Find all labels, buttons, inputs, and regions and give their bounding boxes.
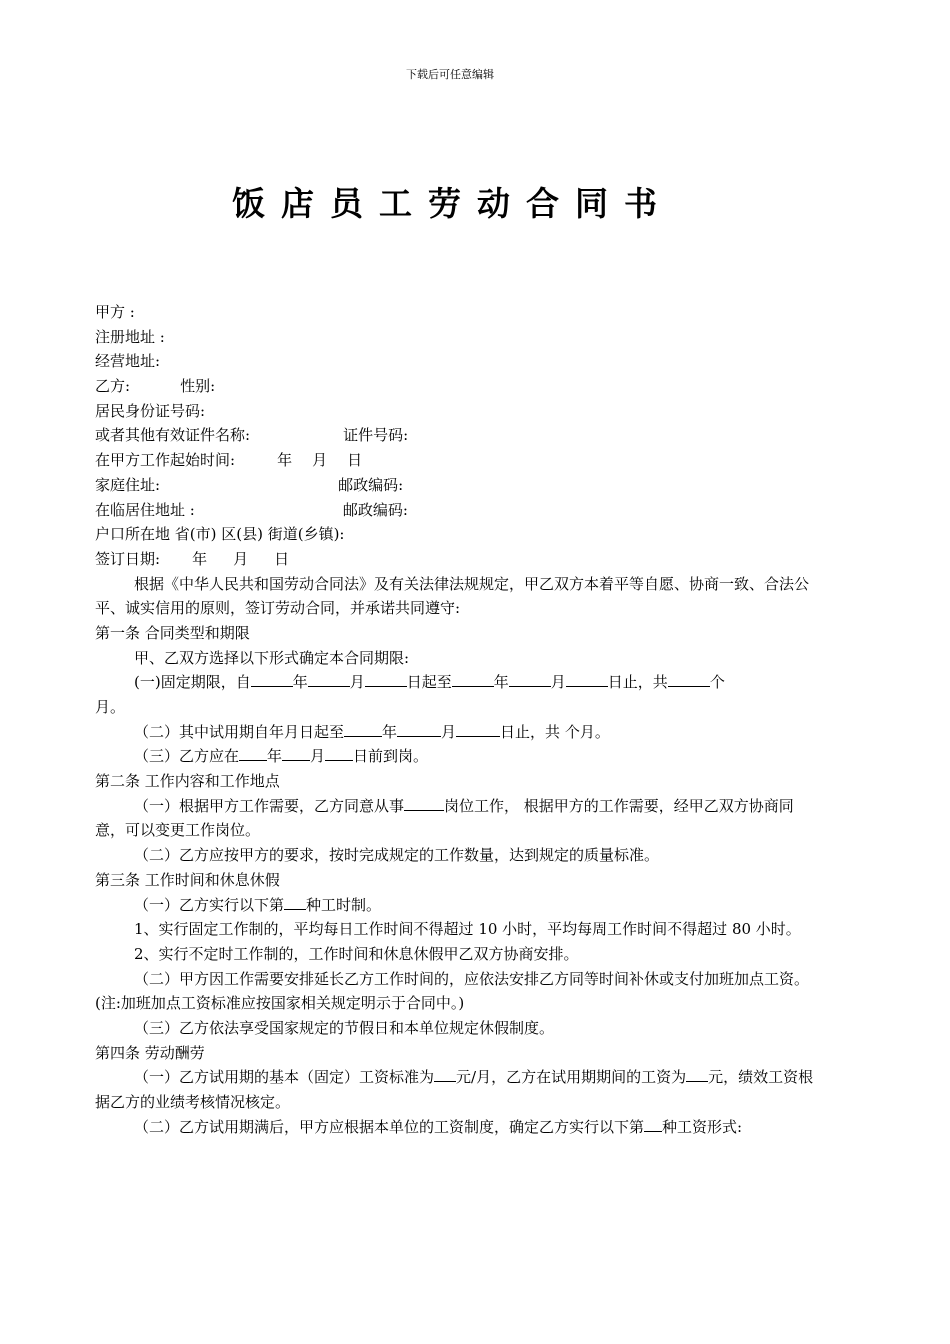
article3-p4: （二）甲方因工作需要安排延长乙方工作时间的，应依法安排乙方同等时间补休或支付加班加点工资。 (注:加班加点工资标准应按国家相关规定明示于合同中。) (95, 969, 810, 1013)
blank[interactable] (456, 721, 500, 737)
article1-fixed-term: (一)固定期限，自 年 月 日起至 年 月 日止，共 个 (134, 673, 725, 692)
blank[interactable] (509, 671, 551, 687)
blank[interactable] (251, 671, 293, 687)
article2-p1: （一）根据甲方工作需要，乙方同意从事 岗位工作， 根据甲方的工作需要，经甲乙双方协商同意，可以变更工作岗位。 (95, 796, 794, 840)
home-address-line: 家庭住址: 邮政编码: (95, 475, 404, 494)
article1-intro: 甲、乙双方选择以下形式确定本合同期限: (134, 648, 410, 667)
blank[interactable] (434, 1066, 456, 1082)
article1-report: （三）乙方应在 年 月 日前到岗。 (134, 747, 429, 766)
sign-date-line: 签订日期: 年 月 日 (95, 549, 290, 568)
blank[interactable] (239, 745, 267, 761)
temp-address-line: 在临居住地址 : 邮政编码: (95, 500, 408, 519)
blank[interactable] (344, 721, 382, 737)
document-body (95, 300, 815, 1140)
preamble: 根据《中华人民共和国劳动合同法》及有关法律法规规定，甲乙双方本着平等自愿、协商一致、合法公平、诚实信用的原则，签订劳动合同，并承诺共同遵守: (95, 574, 810, 618)
article2-heading: 第二条 工作内容和工作地点 (95, 772, 280, 791)
blank[interactable] (284, 894, 306, 910)
blank[interactable] (686, 1066, 708, 1082)
article2-p2: （二）乙方应按甲方的要求，按时完成规定的工作数量，达到规定的质量标准。 (134, 846, 660, 865)
article4-p2: （二）乙方试用期满后，甲方应根据本单位的工资制度，确定乙方实行以下第 种工资形式: (134, 1117, 743, 1136)
blank[interactable] (308, 671, 350, 687)
article3-p2: 1、实行固定工作制的，平均每日工作时间不得超过 10 小时，平均每周工作时间不得超过 80 小时。 (134, 920, 801, 939)
party-a-line: 甲方 : (95, 303, 135, 321)
blank[interactable] (644, 1116, 662, 1132)
header-note: 下载后可任意编辑 (406, 68, 494, 81)
blank[interactable] (282, 745, 310, 761)
op-address-line: 经营地址: (95, 352, 161, 371)
blank[interactable] (365, 671, 407, 687)
blank[interactable] (404, 795, 444, 811)
article3-p5: （三）乙方依法享受国家规定的节假日和本单位规定休假制度。 (134, 1019, 555, 1038)
article3-p1: （一）乙方实行以下第 种工时制。 (134, 895, 382, 914)
party-b-line: 乙方: 性别: (95, 377, 216, 396)
article4-heading: 第四条 劳动酬劳 (95, 1043, 205, 1062)
reg-address-line: 注册地址 : (95, 327, 165, 346)
document-title: 饭店员工劳动合同书 (232, 184, 673, 223)
start-time-line: 在甲方工作起始时间: 年 月 日 (95, 451, 363, 470)
article3-p3: 2、实行不定时工作制的，工作时间和休息休假甲乙双方协商安排。 (134, 944, 579, 963)
blank[interactable] (452, 671, 494, 687)
blank[interactable] (325, 745, 353, 761)
id-number-line: 居民身份证号码: (95, 401, 206, 420)
blank[interactable] (668, 671, 710, 687)
article1-fixed-term-wrap: 月。 (95, 698, 126, 717)
blank[interactable] (397, 721, 441, 737)
article4-p1: （一）乙方试用期的基本（固定）工资标准为 元/月，乙方在试用期期间的工资为 元，绩效工资根据乙方的业绩考核情况核定。 (95, 1068, 814, 1112)
hukou-line: 户口所在地 省(市) 区(县) 街道(乡镇): (95, 525, 345, 544)
other-cert-line: 或者其他有效证件名称: 证件号码: (95, 426, 409, 445)
article3-heading: 第三条 工作时间和休息休假 (95, 870, 280, 889)
blank[interactable] (566, 671, 608, 687)
article1-trial: （二）其中试用期自年月日起至 年 月 日止，共 个月。 (134, 722, 610, 741)
article1-heading: 第一条 合同类型和期限 (95, 623, 250, 642)
